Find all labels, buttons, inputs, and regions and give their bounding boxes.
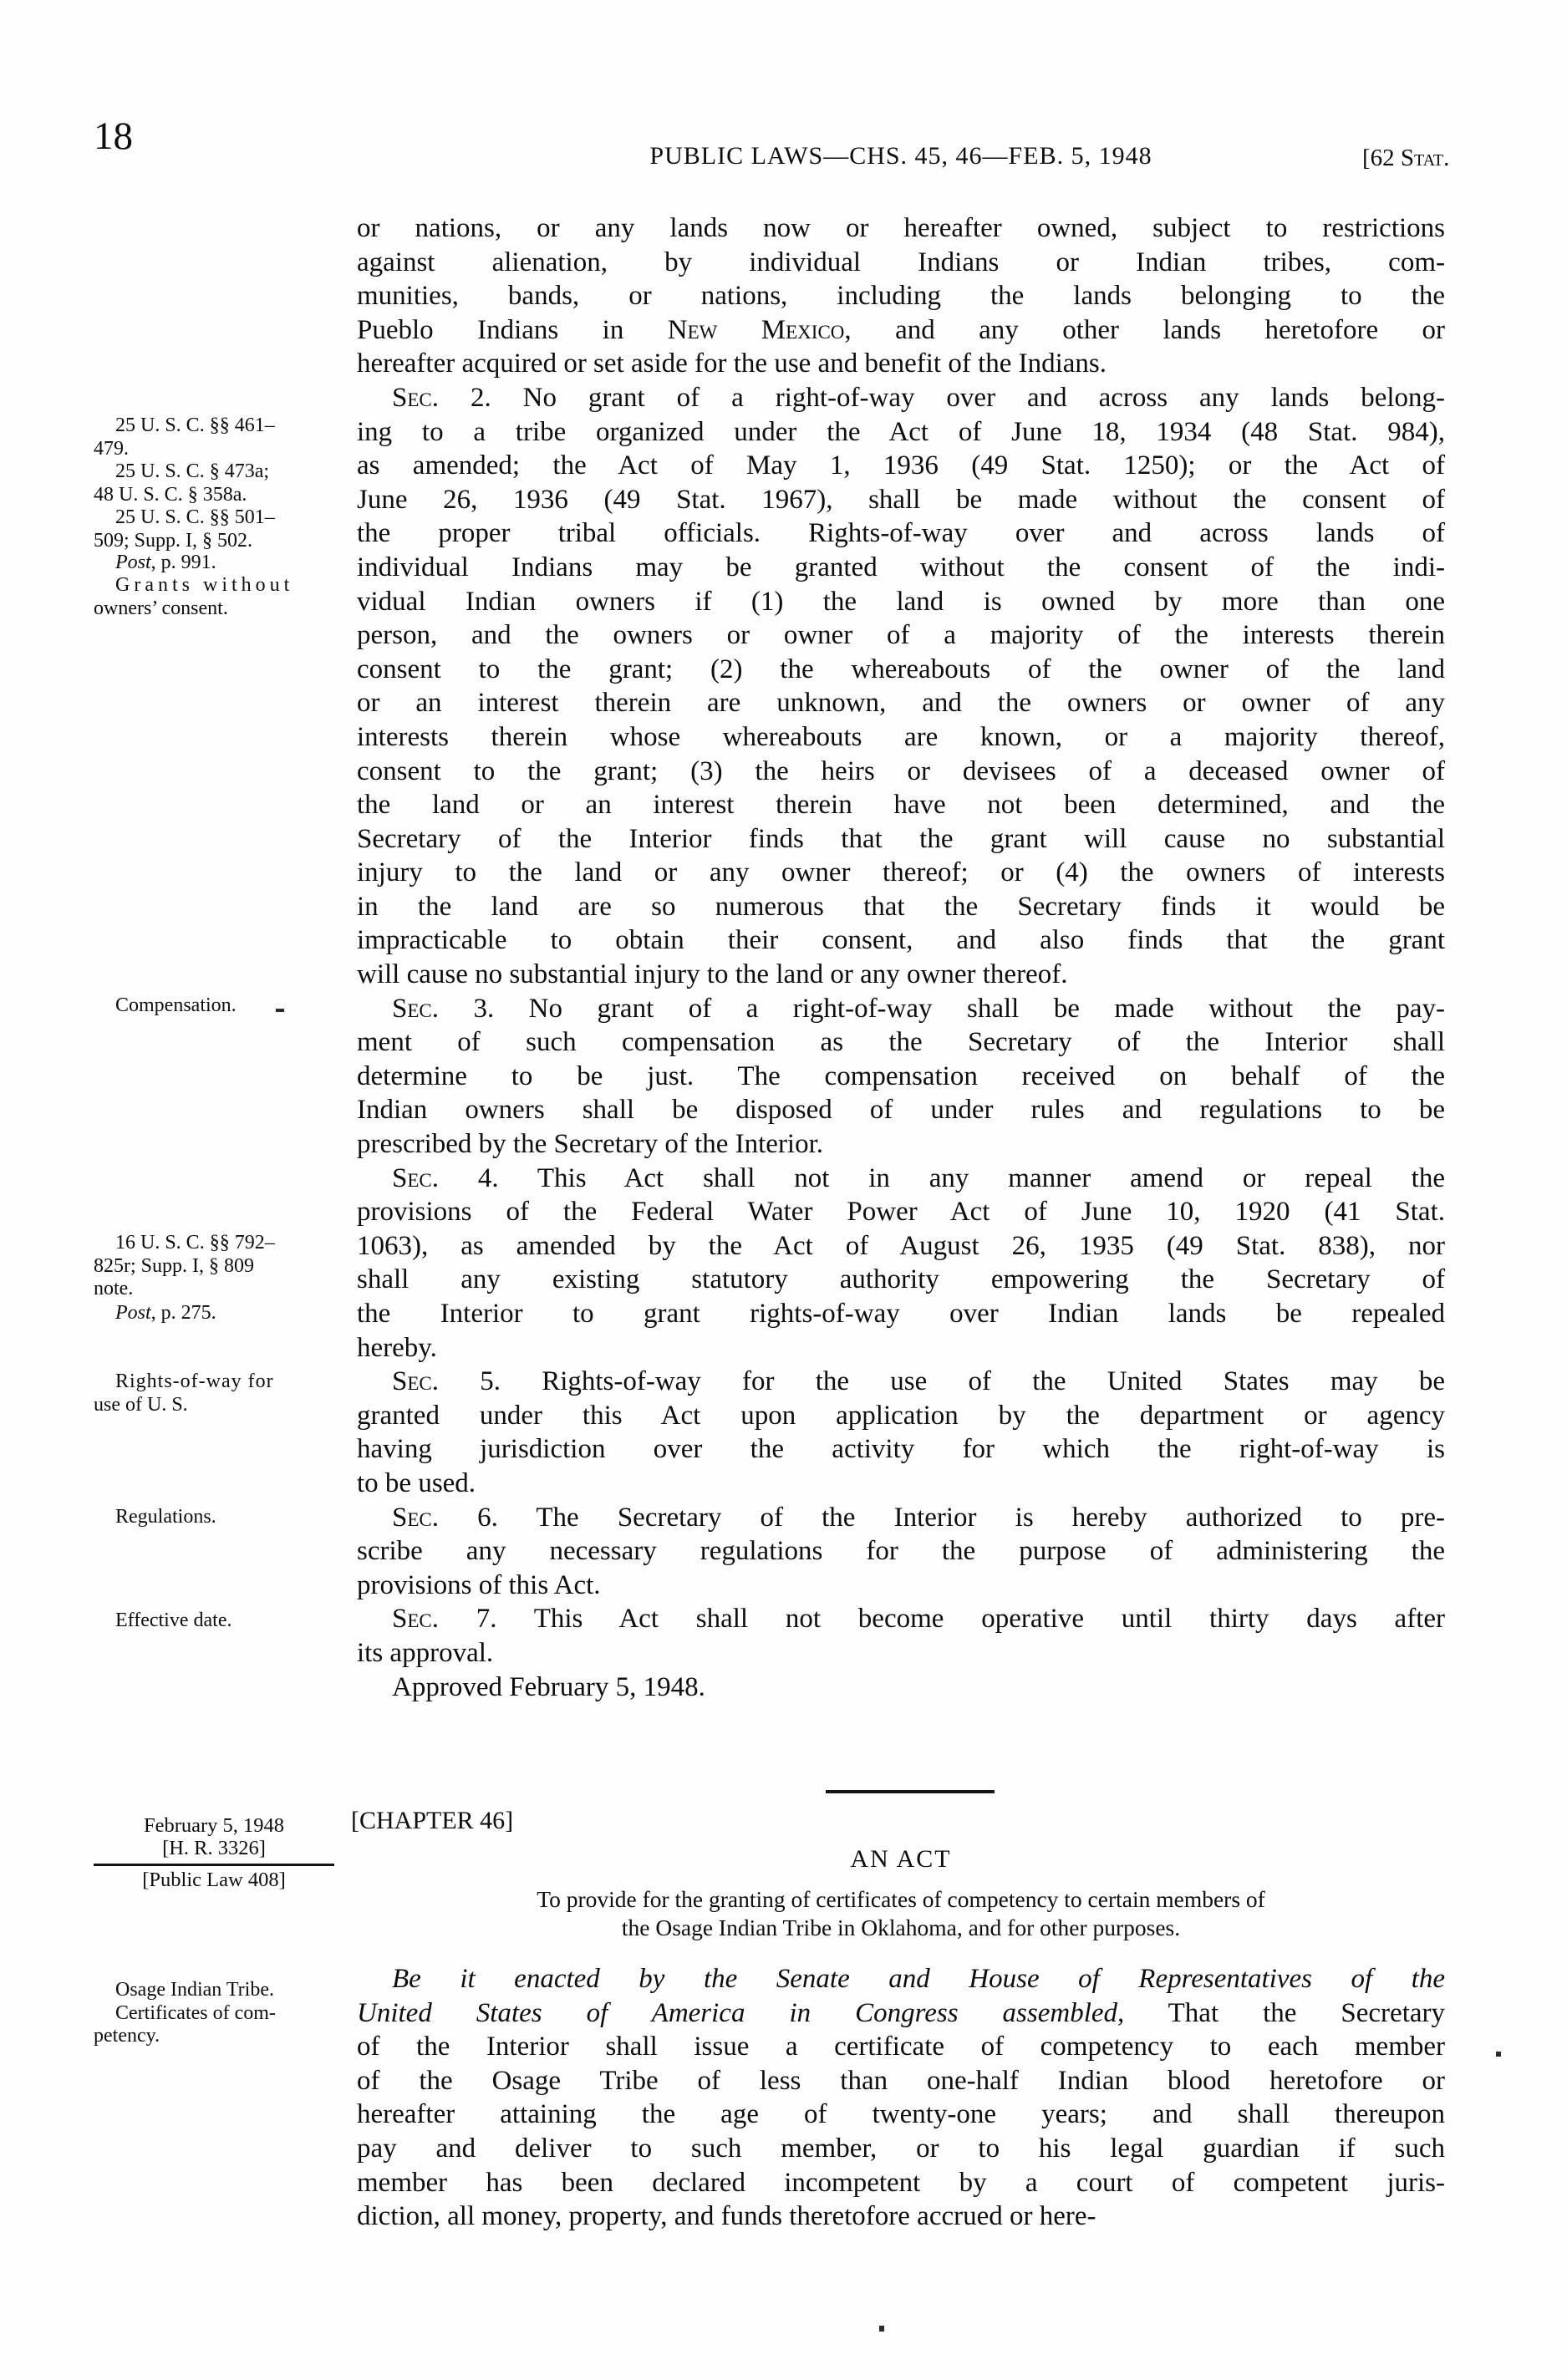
body-line: the proper tribal officials. Rights-of-way over and across lands of [357,518,1445,549]
body-line: impracticable to obtain their consent, and also finds that the grant [357,925,1445,956]
running-header: PUBLIC LAWS—CHS. 45, 46—FEB. 5, 1948 [649,142,1152,170]
body-line: provisions of the Federal Water Power Act of June 10, 1920 (41 Stat. [357,1197,1445,1228]
margin-note-line: 16 U. S. C. §§ 792– [115,1232,275,1254]
margin-note-line: petency. [94,2025,160,2047]
act-title-line: To provide for the granting of certificates of competency to certain members of [537,1886,1265,1912]
body-line: Approved February 5, 1948. [392,1671,705,1702]
body-line: ment of such compensation as the Secretary of the Interior shall [357,1027,1445,1058]
margin-note [94,1610,334,1633]
body-line: against alienation, by individual Indians or Indian tribes, com- [357,247,1445,277]
act-heading: AN ACT [850,1845,952,1873]
body-line: having jurisdiction over the activity for which the right-of-way is [357,1434,1445,1465]
body-line: the Interior to grant rights-of-way over Indian lands be repealed [357,1299,1445,1329]
margin-note [94,1371,334,1416]
body-line: or an interest therein are unknown, and the owners or owner of any [357,688,1445,719]
margin-note [94,994,334,1018]
act-title [357,1885,1445,1942]
margin-note [94,1302,334,1325]
enacting-clause-line: of the Interior shall issue a certificate of competency to each member [357,2032,1445,2062]
margin-note-line: 509; Supp. I, § 502. [94,529,253,552]
body-line: Sec. 7. This Act shall not become operative until thirty days after [392,1604,1446,1635]
body-line: vidual Indian owners if (1) the land is owned by more than one [357,586,1445,617]
body-line: Sec. 6. The Secretary of the Interior is hereby authorized to pre- [392,1502,1445,1533]
body-line: Sec. 3. No grant of a right-of-way shall be made without the pay- [392,993,1445,1024]
margin-note-line: Regulations. [115,1506,216,1528]
margin-note-line: Osage Indian Tribe. [115,1979,274,2001]
body-line: Indian owners shall be disposed of under rules and regulations to be [357,1095,1445,1126]
body-line: Sec. 4. This Act shall not in any manner amend or repeal the [392,1162,1446,1193]
enacting-clause-line: diction, all money, property, and funds theretofore accrued or here- [357,2201,1096,2232]
body-line: as amended; the Act of May 1, 1936 (49 Stat. 1250); or the Act of [357,450,1445,481]
margin-note-line: Rights-of-way for [115,1371,274,1392]
law-box-rule [94,1864,334,1866]
margin-note-line: owners’ consent. [94,597,228,619]
scan-speck [1496,2052,1501,2057]
body-line: granted under this Act upon application by the department or agency [357,1400,1445,1431]
body-line: Pueblo Indians in New Mexico, and any other lands heretofore or [357,314,1446,345]
margin-note-line: 825r; Supp. I, § 809 [94,1254,254,1277]
margin-note-line: Post, p. 275. [115,1302,216,1324]
body-line: will cause no substantial injury to the land or any owner thereof. [357,959,1068,990]
chapter-label: [CHAPTER 46] [351,1807,514,1834]
margin-note [94,1232,334,1301]
margin-note-line: 25 U. S. C. §§ 501– [115,506,275,528]
body-line: prescribed by the Secretary of the Interior. [357,1129,824,1160]
body-line: interests therein whose whereabouts are known, or a majority thereof, [357,721,1445,752]
body-line: in the land are so numerous that the Secretary finds it would be [357,891,1445,922]
enacting-clause-line: of the Osage Tribe of less than one-half Indian blood heretofore or [357,2065,1445,2096]
enacting-clause-line: Be it enacted by the Senate and House of Representatives of the [392,1964,1445,1994]
margin-note [94,1979,334,2048]
body-line: or nations, or any lands now or hereafter owned, subject to restrictions [357,213,1445,243]
statute-volume-citation: [62 Stat. [1362,145,1450,171]
enacting-clause-line: member has been declared incompetent by a court of competent juris- [357,2167,1445,2198]
scan-speck [276,1009,284,1012]
body-line: to be used. [357,1467,476,1498]
body-line: shall any existing statutory authority empowering the Secretary of [357,1264,1445,1295]
body-line: consent to the grant; (3) the heirs or devisees of a deceased owner of [357,755,1445,786]
margin-note-line: 25 U. S. C. §§ 461– [115,414,275,436]
body-line: consent to the grant; (2) the whereabouts of the owner of the land [357,653,1445,684]
margin-note-line: 48 U. S. C. § 358a. [94,483,247,506]
margin-note-line: note. [94,1278,134,1299]
body-line: individual Indians may be granted without the consent of the indi- [357,552,1445,582]
body-line: June 26, 1936 (49 Stat. 1967), shall be made without the consent of [357,484,1445,515]
act-body-lines [357,211,1445,1704]
margin-note [94,414,334,460]
enacting-clause-line: pay and deliver to such member, or to his legal guardian if such [357,2133,1445,2164]
body-line: ing to a tribe organized under the Act of June 18, 1934 (48 Stat. 984), [357,416,1445,447]
body-line: Sec. 5. Rights-of-way for the use of the United States may be [392,1366,1445,1397]
body-line: scribe any necessary regulations for the purpose of administering the [357,1536,1445,1567]
page-number: 18 [94,114,133,158]
body-line: person, and the owners or owner of a majority of the interests therein [357,620,1445,651]
body-line: Sec. 2. No grant of a right-of-way over and across any lands belong- [392,382,1446,413]
enacting-clause-line: United States of America in Congress assembled, That the Secretary [357,1997,1445,2028]
law-citation-box [94,1815,334,1892]
enacting-clause-lines [357,1962,1445,2234]
margin-note [94,1506,334,1529]
margin-note-line: use of U. S. [94,1393,188,1416]
margin-note [94,574,334,620]
margin-note [94,460,334,506]
scan-speck [879,2326,884,2332]
enacting-clause-line: hereafter attaining the age of twenty-one years; and shall thereupon [357,2099,1445,2130]
margin-note [94,506,334,552]
margin-note-line: 479. [94,437,129,460]
margin-note-line: Post, p. 991. [115,552,216,573]
margin-note [94,552,334,575]
body-line: its approval. [357,1637,494,1668]
body-line: hereby. [357,1332,437,1363]
body-line: munities, bands, or nations, including the lands belonging to the [357,281,1445,312]
body-line: the land or an interest therein have not been determined, and the [357,790,1445,821]
body-line: hereafter acquired or set aside for the use and benefit of the Indians. [357,348,1107,379]
margin-note-line: Compensation. [115,994,237,1016]
act-title-line: the Osage Indian Tribe in Oklahoma, and for other purposes. [621,1915,1181,1940]
body-line: Secretary of the Interior finds that the grant will cause no substantial [357,823,1445,854]
body-line: provisions of this Act. [357,1569,601,1600]
margin-note-line: Certificates of com- [115,2001,276,2024]
section-divider-rule [826,1790,995,1793]
margin-note-line: Effective date. [115,1610,232,1631]
margin-note-line: Grants without [115,574,294,596]
margin-note-line: 25 U. S. C. § 473a; [115,460,270,482]
law-date: February 5, 1948 [143,1814,285,1837]
body-line: injury to the land or any owner thereof; or (4) the owners of interests [357,857,1445,888]
body-line: 1063), as amended by the Act of August 26, 1935 (49 Stat. 838), nor [357,1230,1445,1261]
public-law-number: [Public Law 408] [142,1869,286,1891]
bill-number: [H. R. 3326] [162,1836,266,1859]
body-line: determine to be just. The compensation received on behalf of the [357,1060,1445,1091]
